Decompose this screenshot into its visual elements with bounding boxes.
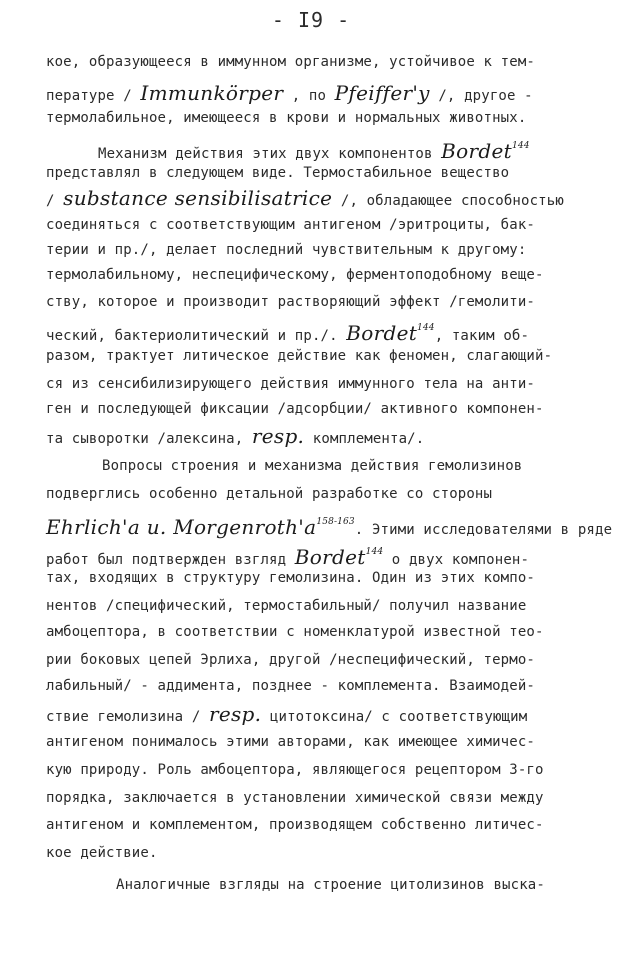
text-line	[46, 83, 586, 106]
handwritten-term: Pfeiffer'y	[334, 81, 430, 105]
typed-text: работ был подтвержден взгляд	[46, 552, 295, 568]
typed-text: цитотоксина/ с соответствующим	[261, 709, 528, 725]
typed-text: термолабильному, неспецифическому, ферментоподобному веще-	[46, 267, 544, 283]
text-line	[46, 318, 586, 346]
text-line	[46, 676, 586, 696]
text-line	[46, 426, 586, 449]
typed-text: антигеном понималось этими авторами, как имеющее химичес-	[46, 734, 535, 750]
reference-superscript: 158-163	[316, 517, 355, 527]
text-line	[116, 875, 586, 895]
text-line	[46, 788, 586, 808]
text-line	[46, 188, 586, 211]
typed-text: Вопросы строения и механизма действия гемолизинов	[102, 458, 523, 474]
typed-text: разом, трактует литическое действие как феномен, слагающий-	[46, 348, 553, 364]
handwritten-term: Bordet	[441, 139, 512, 163]
handwritten-term: resp.	[209, 702, 262, 726]
typed-text: та сыворотки /алексина,	[46, 431, 252, 447]
handwritten-term: Ehrlich'a u. Morgenroth'a	[46, 515, 317, 539]
typed-text: . Этими исследователями в ряде	[354, 522, 613, 538]
text-line	[46, 650, 586, 670]
typed-text: Механизм действия этих двух компонентов	[98, 146, 442, 162]
typed-text: пературе /	[46, 88, 141, 104]
typed-text: терии и пр./, делает последний чувствительным к другому:	[46, 242, 527, 258]
page-number: - I9 -	[271, 8, 351, 32]
text-line	[46, 568, 586, 588]
text-line	[46, 374, 586, 394]
handwritten-term: substance sensibilisatrice	[63, 186, 333, 210]
typed-text: ству, которое и производит растворяющий эффект /гемолити-	[46, 294, 535, 310]
typed-text: ся из сенсибилизирующего действия иммунного тела на анти-	[46, 376, 535, 392]
text-line	[46, 843, 586, 863]
text-line	[46, 512, 613, 540]
typed-text: рии боковых цепей Эрлиха, другой /неспецифический, термо-	[46, 652, 535, 668]
handwritten-term: Bordet	[294, 545, 366, 569]
typed-text: соединяться с соответствующим антигеном /эритроциты, бак-	[46, 217, 535, 233]
text-line	[46, 704, 586, 727]
typed-text: /	[46, 193, 64, 209]
text-line	[46, 108, 586, 128]
reference-superscript: 144	[417, 323, 435, 333]
typed-text: тах, входящих в структуру гемолизина. Один из этих компо-	[46, 570, 535, 586]
typed-text: ческий, бактериолитический и пр./.	[46, 328, 347, 344]
typed-text: кое действие.	[46, 845, 158, 861]
text-line	[46, 163, 586, 183]
typed-text: термолабильное, имеющееся в крови и нормальных животных.	[46, 110, 527, 126]
typed-text: порядка, заключается в установлении химической связи между	[46, 790, 544, 806]
typed-text: о двух компонен-	[383, 552, 530, 568]
text-line	[102, 456, 586, 476]
handwritten-term: resp.	[251, 424, 305, 448]
typed-text: , по	[283, 88, 335, 104]
typed-text: кую природу. Роль амбоцептора, являющегося рецептором 3-го	[46, 762, 544, 778]
text-line	[46, 52, 586, 72]
handwritten-term: Bordet	[346, 321, 418, 345]
typed-text: амбоцептора, в соответствии с номенклатурой известной тео-	[46, 624, 544, 640]
text-line	[46, 484, 586, 504]
text-line	[98, 136, 586, 164]
reference-superscript: 144	[511, 141, 530, 151]
text-line	[46, 265, 586, 285]
text-line	[46, 596, 586, 616]
text-line	[46, 760, 586, 780]
text-line	[46, 815, 586, 835]
typed-text: представлял в следующем виде. Термостабильное вещество	[46, 165, 510, 181]
text-line	[46, 732, 586, 752]
reference-superscript: 144	[365, 547, 384, 557]
typed-text: ствие гемолизина /	[46, 709, 209, 725]
text-line	[46, 240, 586, 260]
typed-text: ген и последующей фиксации /адсорбции/ активного компонен-	[46, 401, 544, 417]
typed-text: подверглись особенно детальной разработке со стороны	[46, 486, 493, 502]
typed-text: комплемента/.	[304, 431, 425, 447]
text-line	[46, 346, 586, 366]
text-line	[46, 215, 586, 235]
typed-text: антигеном и комплементом, производящем собственно литичес-	[46, 817, 544, 833]
typed-text: Аналогичные взгляды на строение цитолизинов выска-	[116, 877, 545, 893]
typed-text: /, обладающее способностью	[332, 193, 564, 209]
typed-text: лабильный/ - аддимента, позднее - комплемента. Взаимодей-	[46, 678, 535, 694]
typed-text: /, другое -	[429, 88, 533, 104]
text-line	[46, 399, 586, 419]
typed-text: кое, образующееся в иммунном организме, устойчивое к тем-	[46, 54, 535, 70]
text-line	[46, 292, 586, 312]
typed-text: , таким об-	[434, 328, 530, 344]
typed-text: нентов /специфический, термостабильный/ получил название	[46, 598, 527, 614]
text-line	[46, 542, 586, 570]
text-line	[46, 622, 586, 642]
handwritten-term: Immunkörper	[140, 81, 284, 105]
